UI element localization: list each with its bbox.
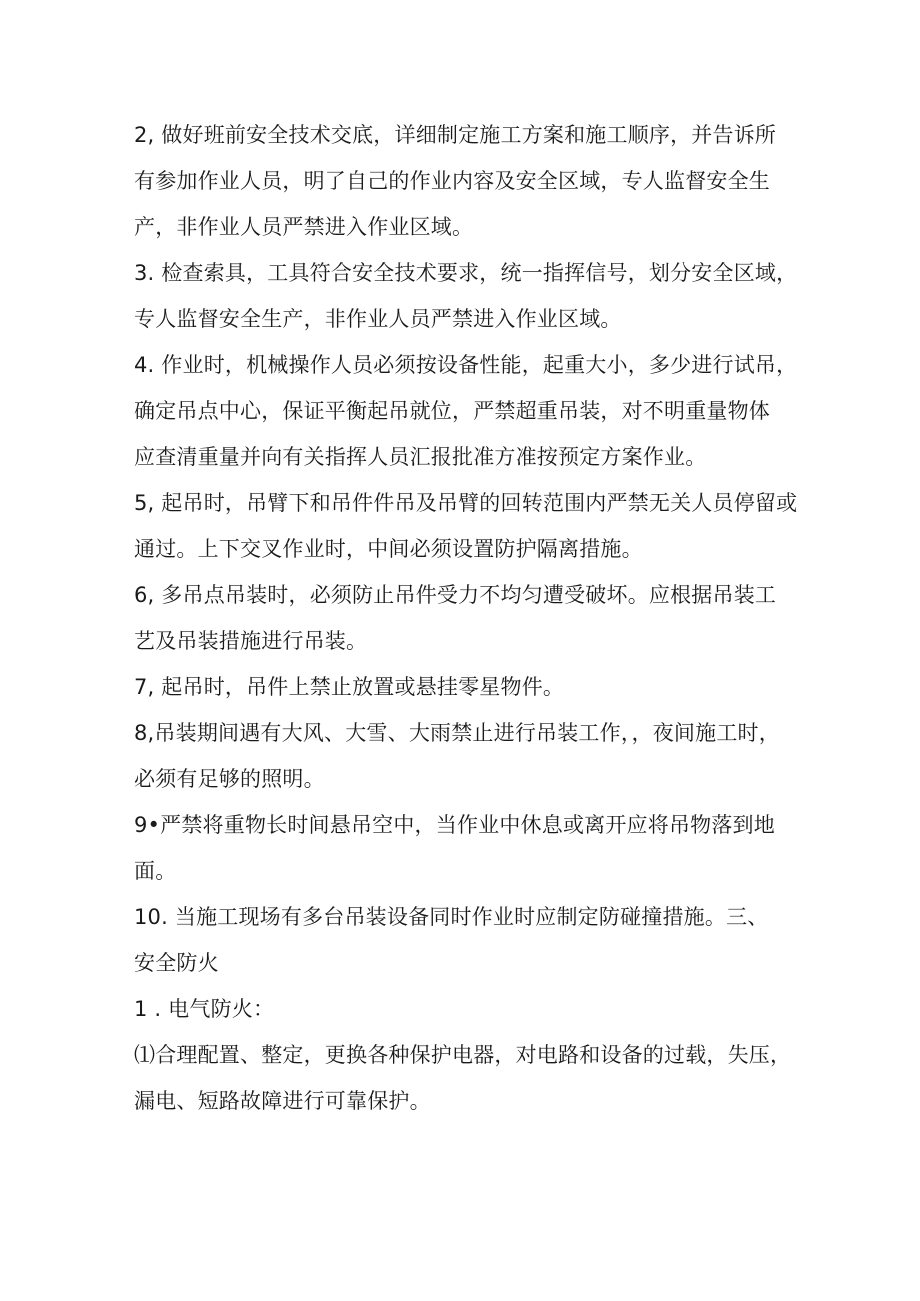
- text-line: 产，非作业人员严禁进入作业区域。: [134, 215, 474, 239]
- text-line: 应查清重量并向有关指挥人员汇报批准方准按预定方案作业。: [134, 445, 707, 469]
- text-line: 3. 检查索具，工具符合安全技术要求，统一指挥信号，划分安全区域，: [134, 261, 798, 285]
- text-line: 4. 作业时，机械操作人员必须按设备性能，起重大小，多少进行试吊，: [134, 353, 798, 377]
- text-line: 必须有足够的照明。: [134, 767, 325, 791]
- text-line: 漏电、短路故障进行可靠保护。: [134, 1089, 431, 1113]
- text-line: 有参加作业人员，明了自己的作业内容及安全区域，专人监督安全生: [134, 169, 770, 193]
- text-line: 通过。上下交叉作业时，中间必须设置防护隔离措施。: [134, 537, 643, 561]
- text-line: 艺及吊装措施进行吊装。: [134, 629, 368, 653]
- text-line: ⑴合理配置、整定，更换各种保护电器，对电路和设备的过载，失压，: [134, 1043, 792, 1067]
- text-line: 8,吊装期间遇有大风、大雪、大雨禁止进行吊装工作，，夜间施工时，: [134, 721, 780, 745]
- text-line: 2, 做好班前安全技术交底，详细制定施工方案和施工顺序，并告诉所: [134, 123, 777, 147]
- text-line: 确定吊点中心，保证平衡起吊就位，严禁超重吊装，对不明重量物体: [134, 399, 770, 423]
- subsection-heading: 1 . 电气防火：: [134, 997, 275, 1021]
- text-line: 5, 起吊时，吊臂下和吊件件吊及吊臂的回转范围内严禁无关人员停留或: [134, 491, 798, 515]
- text-line: 10. 当施工现场有多台吊装设备同时作业时应制定防碰撞措施。三、: [134, 905, 769, 929]
- text-line: 6, 多吊点吊装时，必须防止吊件受力不均匀遭受破坏。应根据吊装工: [134, 583, 777, 607]
- text-line: 面。: [134, 859, 177, 883]
- text-line: 7, 起吊时，吊件上禁止放置或悬挂零星物件。: [134, 675, 565, 699]
- text-line: 专人监督安全生产，非作业人员严禁进入作业区域。: [134, 307, 622, 331]
- section-heading: 安全防火: [134, 951, 219, 975]
- text-line: 9•严禁将重物长时间悬吊空中，当作业中休息或离开应将吊物落到地: [134, 813, 775, 837]
